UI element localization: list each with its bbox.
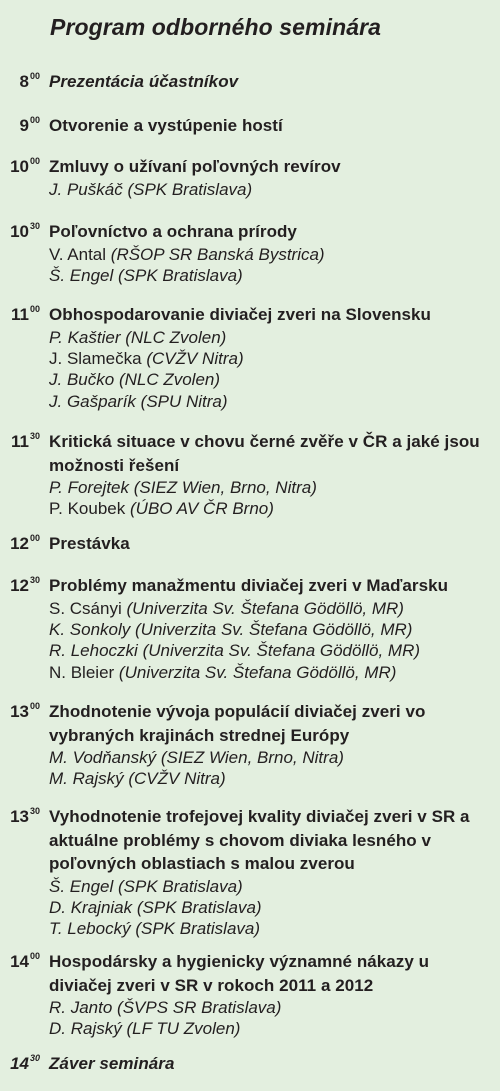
speaker-affiliation: (SPK Bratislava)	[118, 265, 243, 285]
item-topic: Poľovníctvo a ochrana prírody	[49, 222, 297, 241]
speaker-name: P. Kaštier	[49, 327, 121, 347]
item-topic: Kritická situace v chovu černé zvěře v ČR a jaké jsou možnosti řešení	[49, 432, 480, 475]
item-time	[10, 805, 40, 831]
speaker-name: V. Antal	[49, 244, 107, 264]
speaker	[49, 918, 494, 939]
speaker-affiliation: (CVŽV Nitra)	[128, 769, 226, 789]
item-body	[49, 155, 494, 200]
speaker-affiliation: (SPK Bratislava)	[118, 876, 243, 896]
speaker-name: D. Krajniak	[49, 897, 133, 917]
time-minutes: 00	[29, 156, 40, 166]
item-topic: Hospodársky a hygienicky významné nákazy u diviačej zveri v SR v rokoch 2011 a 2012	[49, 952, 430, 995]
speaker-affiliation: (SPU Nitra)	[140, 391, 228, 411]
time-minutes: 30	[29, 221, 40, 231]
speaker-name: P. Forejtek	[49, 478, 130, 497]
time-minutes: 30	[29, 431, 40, 441]
speaker-name: J. Slamečka	[49, 348, 142, 368]
speaker	[49, 662, 494, 683]
time-minutes: 00	[29, 533, 40, 543]
item-body	[49, 532, 494, 556]
speaker	[49, 477, 494, 498]
speaker-name: T. Lebocký	[49, 919, 131, 939]
speaker-affiliation: (SPK Bratislava)	[127, 179, 253, 199]
speaker-affiliation: (SIEZ Wien, Brno, Nitra)	[133, 478, 317, 497]
time-hour: 11	[11, 305, 29, 324]
speaker-name: R. Janto	[49, 998, 113, 1017]
time-hour: 9	[19, 116, 29, 135]
item-body	[49, 700, 494, 790]
item-time	[20, 70, 40, 96]
time-hour: 10	[10, 222, 29, 241]
speaker-affiliation: (ÚBO AV ČR Brno)	[130, 499, 274, 519]
time-hour: 14	[10, 1054, 29, 1073]
item-body	[49, 950, 494, 1040]
item-time	[10, 220, 40, 246]
item-body	[49, 1052, 494, 1076]
time-minutes: 00	[29, 701, 40, 711]
item-time	[10, 532, 40, 558]
speaker	[49, 598, 494, 619]
time-hour: 13	[10, 702, 29, 721]
time-hour: 11	[11, 432, 29, 451]
speaker	[49, 179, 494, 200]
item-body	[49, 303, 494, 412]
speaker	[49, 876, 494, 897]
speaker-name: K. Sonkoly	[49, 619, 131, 639]
speaker	[49, 619, 494, 640]
item-body	[49, 220, 494, 286]
item-body	[49, 430, 494, 520]
item-topic: Vyhodnotenie trofejovej kvality diviačej zveri v SR a aktuálne problémy s chovom diviaka lesného v poľovných oblastiach s malou zverou	[49, 807, 470, 873]
item-body	[49, 70, 494, 94]
speaker-affiliation: (NLC Zvolen)	[125, 327, 227, 347]
item-topic: Záver seminára	[49, 1054, 175, 1073]
speaker-affiliation: (LF TU Zvolen)	[126, 1019, 241, 1039]
speaker-name: P. Koubek	[49, 499, 126, 519]
item-time	[10, 700, 40, 726]
speaker-name: M. Rajský	[49, 769, 124, 789]
speaker-affiliation: (SIEZ Wien, Brno, Nitra)	[160, 748, 344, 767]
speaker	[49, 768, 494, 789]
speaker-affiliation: (SPK Bratislava)	[135, 919, 261, 939]
item-time	[11, 430, 40, 456]
item-time	[10, 950, 40, 976]
time-minutes: 00	[29, 71, 40, 81]
time-minutes: 00	[29, 115, 40, 125]
item-time	[10, 574, 40, 600]
item-topic: Obhospodarovanie diviačej zveri na Slovensku	[49, 305, 431, 324]
item-topic: Zhodnotenie vývoja populácií diviačej zveri vo vybraných krajinách strednej Európy	[49, 702, 426, 745]
speaker-name: S. Csányi	[49, 598, 122, 618]
speaker	[49, 327, 494, 348]
speaker-name: J. Puškáč	[49, 179, 123, 199]
time-minutes: 00	[29, 951, 40, 961]
speaker-name: Š. Engel	[49, 265, 114, 285]
speaker	[49, 369, 494, 390]
speaker-name: N. Bleier	[49, 662, 115, 682]
time-minutes: 30	[29, 575, 40, 585]
speaker-affiliation: (Univerzita Sv. Štefana Gödöllö, MR)	[142, 641, 421, 661]
speaker-affiliation: (Univerzita Sv. Štefana Gödöllö, MR)	[135, 619, 413, 639]
speaker	[49, 640, 494, 661]
time-hour: 12	[10, 534, 29, 553]
time-hour: 13	[10, 807, 29, 826]
page-title: Program odborného seminára	[50, 14, 382, 40]
item-time	[10, 1052, 40, 1078]
speaker-name: J. Bučko	[49, 370, 115, 390]
speaker-name: Š. Engel	[49, 876, 114, 896]
item-time	[20, 114, 40, 140]
time-hour: 10	[10, 157, 29, 176]
speaker	[49, 244, 494, 265]
speaker	[49, 498, 494, 519]
speaker-affiliation: (CVŽV Nitra)	[146, 348, 244, 368]
time-hour: 14	[10, 952, 29, 971]
time-hour: 12	[10, 576, 29, 595]
time-minutes: 00	[29, 304, 40, 314]
item-time	[11, 303, 40, 329]
item-body	[49, 805, 494, 940]
speaker-affiliation: (RŠOP SR Banská Bystrica)	[110, 244, 325, 264]
time-minutes: 30	[29, 1053, 40, 1063]
item-topic: Zmluvy o užívaní poľovných revírov	[49, 157, 341, 176]
speaker-affiliation: (SPK Bratislava)	[136, 897, 262, 917]
speaker-name: D. Rajský	[49, 1019, 122, 1039]
time-hour: 8	[19, 72, 29, 91]
speaker	[49, 391, 494, 412]
speaker-affiliation: (Univerzita Sv. Štefana Gödöllö, MR)	[118, 662, 397, 682]
speaker-name: M. Vodňanský	[49, 748, 157, 767]
item-time	[10, 155, 40, 181]
item-body	[49, 114, 494, 138]
item-topic: Prestávka	[49, 534, 130, 553]
speaker-affiliation: (NLC Zvolen)	[118, 370, 221, 390]
item-body	[49, 574, 494, 683]
speaker-affiliation: (Univerzita Sv. Štefana Gödöllö, MR)	[126, 598, 404, 618]
speaker	[49, 897, 494, 918]
speaker	[49, 348, 494, 369]
speaker	[49, 747, 494, 768]
speaker-name: R. Lehoczki	[49, 641, 138, 661]
speaker	[49, 997, 494, 1018]
item-topic: Prezentácia účastníkov	[49, 72, 239, 91]
time-minutes: 30	[29, 806, 40, 816]
speaker	[49, 265, 494, 286]
speaker-affiliation: (ŠVPS SR Bratislava)	[117, 998, 282, 1017]
item-topic: Problémy manažmentu diviačej zveri v Maďarsku	[49, 576, 449, 595]
speaker	[49, 1018, 494, 1039]
item-topic: Otvorenie a vystúpenie hostí	[49, 116, 283, 135]
speaker-name: J. Gašparík	[49, 391, 136, 411]
